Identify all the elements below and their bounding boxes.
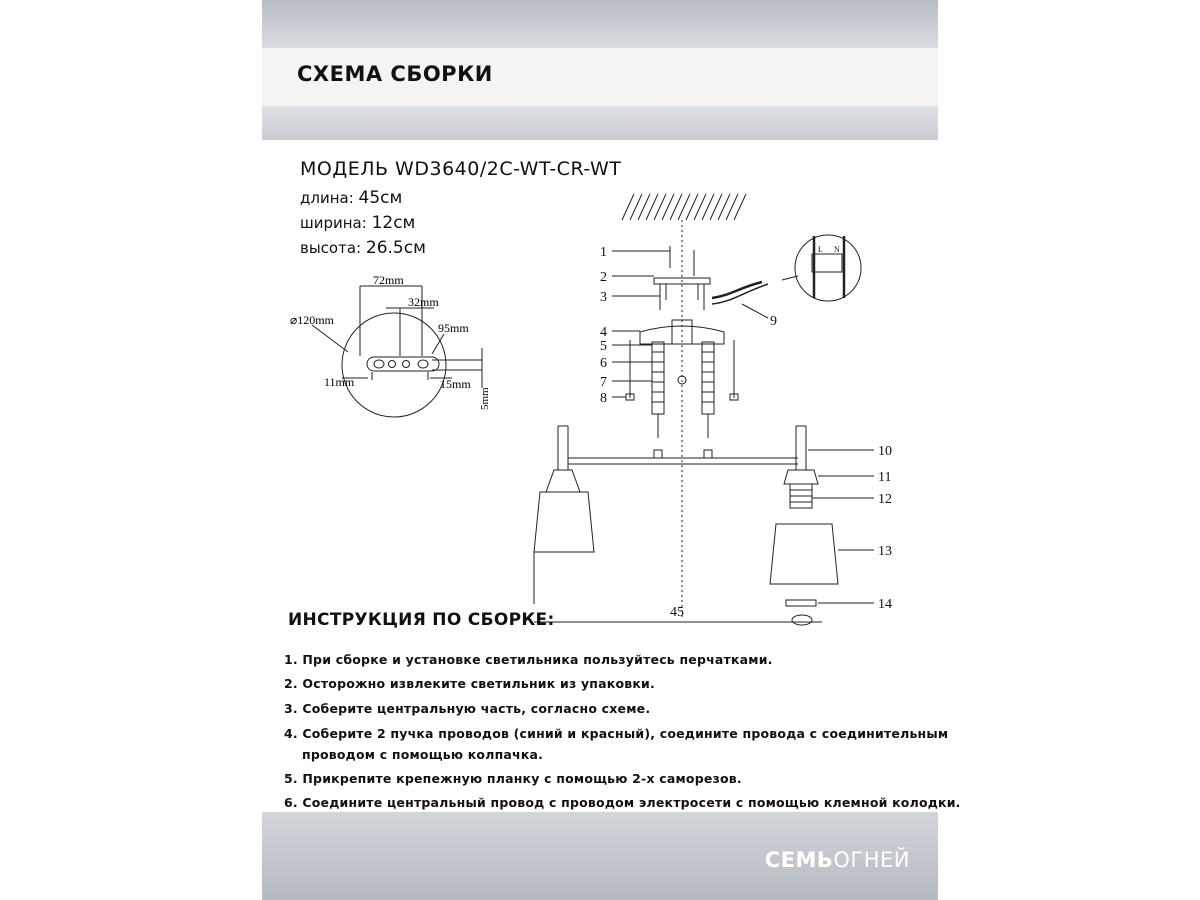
length-value: 45см bbox=[358, 188, 403, 208]
part-10: 10 bbox=[878, 444, 892, 459]
dim-11: 11mm bbox=[324, 375, 355, 389]
terminal-zoom-circle bbox=[795, 235, 861, 301]
span-label: 45 bbox=[670, 605, 684, 620]
model-name: МОДЕЛЬ WD3640/2C-WT-CR-WT bbox=[300, 158, 622, 180]
part-14: 14 bbox=[878, 597, 892, 612]
part-11: 11 bbox=[878, 470, 892, 485]
instructions-title: ИНСТРУКЦИЯ ПО СБОРКЕ: bbox=[288, 610, 555, 630]
step-3: 3. Соберите центральную часть, согласно схеме. bbox=[284, 701, 651, 716]
part-4: 4 bbox=[600, 325, 607, 340]
terminal-label-n: N bbox=[834, 245, 840, 254]
chandelier-exploded-diagram bbox=[262, 180, 938, 640]
part-3: 3 bbox=[600, 290, 607, 305]
length-label: длина: bbox=[300, 189, 354, 207]
assembly-sheet bbox=[262, 0, 961, 900]
socket-11 bbox=[784, 470, 818, 484]
part-8: 8 bbox=[600, 391, 607, 406]
left-holder bbox=[546, 470, 580, 492]
threaded-rod-left bbox=[652, 342, 664, 414]
step-6: 6. Соедините центральный провод с проводом электросети с помощью клемной колодки. bbox=[284, 795, 961, 810]
dim-72: 72mm bbox=[373, 273, 404, 287]
step-4-continued: проводом с помощью колпачка. bbox=[302, 747, 544, 762]
part-9: 9 bbox=[770, 314, 777, 329]
height-label: высота: bbox=[300, 239, 362, 257]
part-7: 7 bbox=[600, 375, 607, 390]
step-4: 4. Соберите 2 пучка проводов (синий и красный), соедините провода с соединительным bbox=[284, 726, 949, 741]
part-1: 1 bbox=[600, 245, 607, 260]
dim-15: 15mm bbox=[440, 377, 471, 391]
width-label: ширина: bbox=[300, 214, 367, 232]
brand-logo bbox=[765, 848, 910, 872]
step-1: 1. При сборке и установке светильника пользуйтесь перчатками. bbox=[284, 652, 773, 667]
bulb-ring bbox=[786, 600, 816, 606]
brand-bold: СЕМЬ bbox=[764, 848, 834, 872]
dim-95: 95mm bbox=[438, 321, 469, 335]
brand-light: ОГНЕЙ bbox=[833, 848, 910, 872]
width-value: 12см bbox=[371, 213, 416, 233]
footer-band bbox=[262, 812, 938, 900]
dim-32: 32mm bbox=[408, 295, 439, 309]
part-2: 2 bbox=[600, 270, 607, 285]
ceiling bbox=[620, 190, 746, 220]
part-5: 5 bbox=[600, 339, 607, 354]
dim-5: 5mm bbox=[479, 387, 491, 410]
height-value: 26.5см bbox=[365, 238, 426, 258]
threaded-rod-right bbox=[702, 342, 714, 414]
right-shade bbox=[770, 524, 838, 584]
part-6: 6 bbox=[600, 356, 607, 371]
power-wire bbox=[712, 282, 762, 298]
terminal-label-l: L bbox=[818, 245, 823, 254]
part-13: 13 bbox=[878, 544, 892, 559]
left-shade bbox=[534, 492, 594, 552]
step-2: 2. Осторожно извлеките светильник из упаковки. bbox=[284, 676, 655, 691]
part-12: 12 bbox=[878, 492, 892, 507]
step-5: 5. Прикрепите крепежную планку с помощью 2-х саморезов. bbox=[284, 771, 742, 786]
dim-120: ⌀120mm bbox=[290, 313, 334, 327]
page-title: СХЕМА СБОРКИ bbox=[297, 62, 493, 86]
